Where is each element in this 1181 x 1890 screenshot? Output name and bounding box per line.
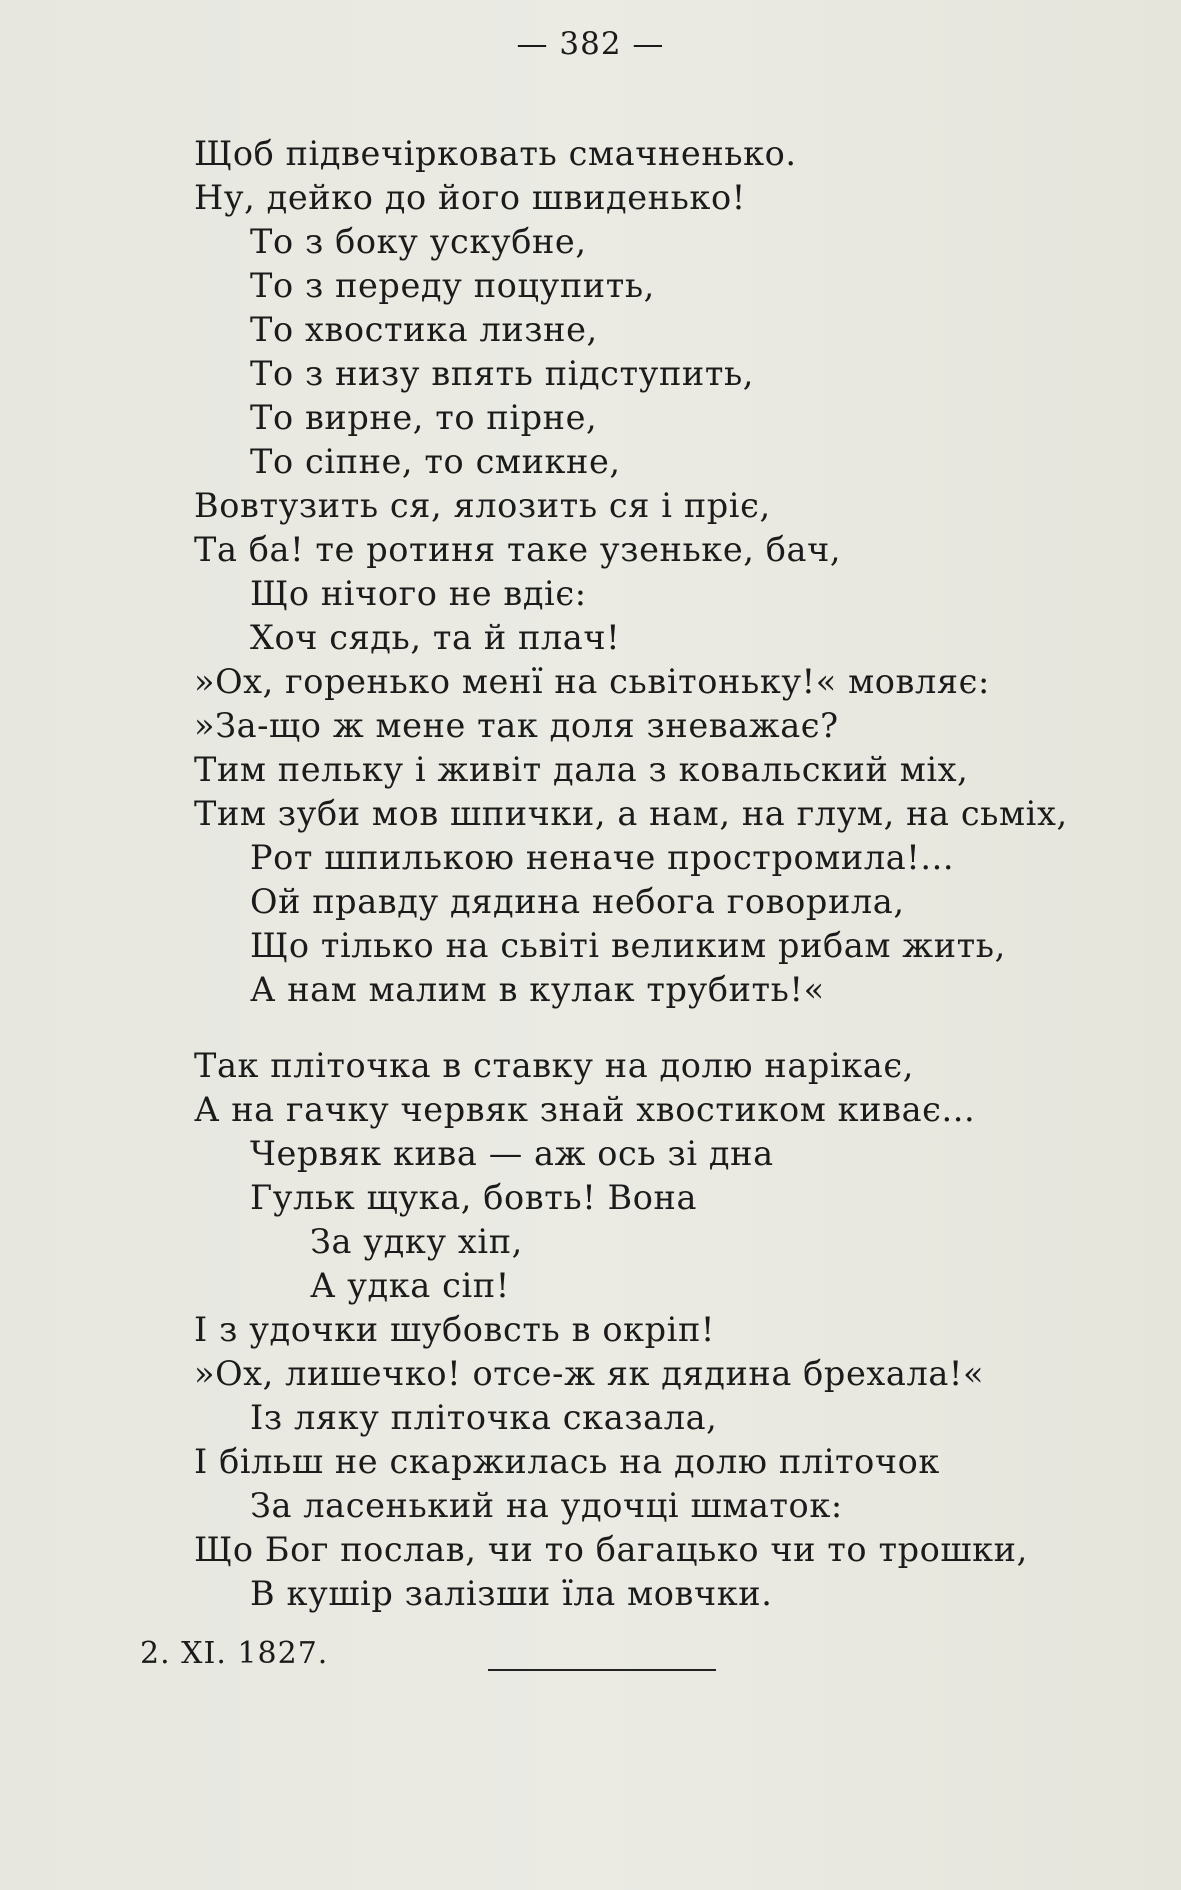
poem-line: Червяк кива — аж ось зі дна <box>250 1134 774 1173</box>
poem-line: А на гачку червяк знай хвостиком киває... <box>194 1090 976 1129</box>
date-line: 2. XI. 1827. <box>140 1636 329 1671</box>
poem-line: В кушір залізши їла мовчки. <box>250 1574 773 1613</box>
poem-line: Рот шпилькою неначе простромила!... <box>250 838 955 877</box>
poem-line: То вирне, то пірне, <box>250 398 598 437</box>
poem-line: Так пліточка в ставку на долю нарікає, <box>194 1046 914 1085</box>
poem-line: То з переду поцупить, <box>250 266 655 305</box>
poem-line: То сіпне, то смикне, <box>250 442 621 481</box>
poem-line: »Ох, горенько менї на сьвітоньку!« мовляє: <box>194 662 990 701</box>
poem-line: І більш не скаржилась на долю пліточок <box>194 1442 940 1481</box>
poem-line: Тим пельку і живіт дала з ковальский міх, <box>194 750 969 789</box>
poem-line: То з низу впять підступить, <box>250 354 755 393</box>
poem-line: Тим зуби мов шпички, а нам, на глум, на сьміх, <box>194 794 1068 833</box>
poem-line: »За-що ж мене так доля зневажає? <box>194 706 839 745</box>
poem-line: Хоч сядь, та й плач! <box>250 618 621 657</box>
poem-line: Та ба! те ротиня таке узеньке, бач, <box>194 530 842 569</box>
poem-line: »Ох, лишечко! отсе-ж як дядина брехала!« <box>194 1354 985 1393</box>
poem-line: За удку хіп, <box>310 1222 523 1261</box>
poem-line: Що нічого не вдіє: <box>250 574 587 613</box>
poem-line: За ласенький на удочці шматок: <box>250 1486 843 1525</box>
poem-line: Щоб підвечірковать смачненько. <box>194 134 797 173</box>
poem-line: То з боку ускубне, <box>250 222 587 261</box>
poem-line: А удка сіп! <box>310 1266 510 1305</box>
poem-line: Ой правду дядина небога говорила, <box>250 882 905 921</box>
poem-line: Із ляку пліточка сказала, <box>250 1398 718 1437</box>
page-number: — 382 — <box>516 26 665 62</box>
poem-line: Вовтузить ся, ялозить ся і пріє, <box>194 486 771 525</box>
poem-line: Гульк щука, бовть! Вона <box>250 1178 698 1217</box>
poem-line: Ну, дейко до його швиденько! <box>194 178 746 217</box>
poem-line: Що тілько на сьвіті великим рибам жить, <box>250 926 1006 965</box>
poem-line: А нам малим в кулак трубить!« <box>250 970 825 1009</box>
end-rule <box>488 1669 716 1671</box>
poem-line: І з удочки шубовсть в окріп! <box>194 1310 715 1349</box>
poem-line: То хвостика лизне, <box>250 310 598 349</box>
poem-line: Що Бог послав, чи то багацько чи то трошки, <box>194 1530 1028 1569</box>
